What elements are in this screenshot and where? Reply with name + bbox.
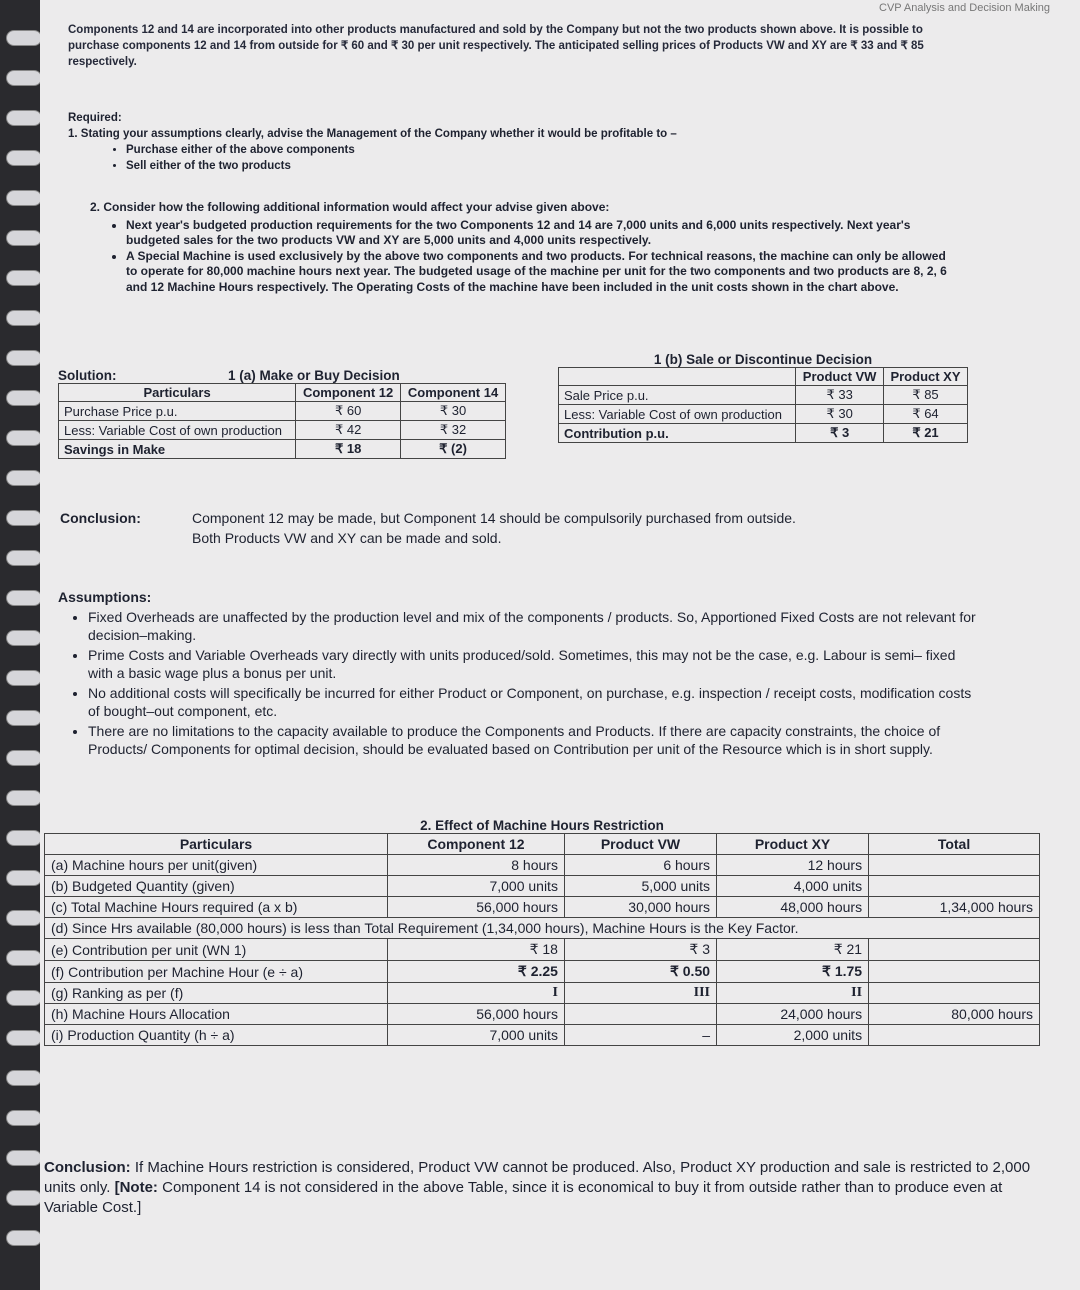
table-cell: 7,000 units — [388, 1025, 565, 1046]
q1-number: 1. — [68, 128, 78, 140]
table-row — [59, 440, 506, 459]
table-header — [559, 368, 796, 386]
assumptions-section — [58, 588, 978, 760]
table-cell: Less: Variable Cost of own production — [59, 421, 296, 440]
table-cell: 24,000 hours — [717, 1004, 869, 1025]
table-cell: ₹ 0.50 — [564, 961, 716, 983]
table-cell: 48,000 hours — [717, 897, 869, 918]
machine-hours-table — [44, 833, 1040, 1046]
table-row — [559, 405, 968, 424]
table-cell: (i) Production Quantity (h ÷ a) — [45, 1025, 388, 1046]
table-cell: ₹ 60 — [296, 402, 401, 421]
table-cell: (a) Machine hours per unit(given) — [45, 855, 388, 876]
table-row — [559, 424, 968, 443]
table-cell: 56,000 hours — [388, 1004, 565, 1025]
table-cell: ₹ 1.75 — [717, 961, 869, 983]
table-row — [45, 983, 1040, 1004]
table-cell — [869, 961, 1040, 983]
q1-text: Stating your assumptions clearly, advise the Management of the Company whether it would be profitable to – — [80, 128, 677, 140]
table-cell: 56,000 hours — [388, 897, 565, 918]
q1-bullet-2: • Sell either of the two products — [126, 158, 948, 174]
conclusion-1 — [60, 508, 796, 548]
table-cell: ₹ 21 — [717, 939, 869, 961]
conclusion-line-2: Both Products VW and XY can be made and sold. — [192, 530, 502, 546]
intro-paragraph: Components 12 and 14 are incorporated into other products manufactured and sold by the Company but not the two products shown above. It is possible to purchase components 12 and 14 from outside for ₹ 60 and ₹ 30 per unit respectively. The anticipated selling prices of Products VW and XY are ₹ 33 and ₹ 85 respectively. — [68, 24, 924, 68]
table-cell: ₹ 42 — [296, 421, 401, 440]
table-header: Product VW — [564, 834, 716, 855]
table-cell: (g) Ranking as per (f) — [45, 983, 388, 1004]
table-cell: (e) Contribution per unit (WN 1) — [45, 939, 388, 961]
table-cell — [869, 983, 1040, 1004]
table-row — [45, 918, 1040, 939]
note-text: Component 14 is not considered in the above Table, since it is economical to buy it from outside rather than to produce even at Variable Cost.] — [44, 1179, 1003, 1216]
table-cell: ₹ 3 — [564, 939, 716, 961]
table-cell: Savings in Make — [59, 440, 296, 459]
table-row — [45, 1025, 1040, 1046]
document-page — [40, 0, 1080, 1290]
table-cell: 7,000 units — [388, 876, 565, 897]
table-cell: – — [564, 1025, 716, 1046]
q2-text: Consider how the following additional information would affect your advise given above: — [103, 200, 610, 214]
make-or-buy-table-wrap — [58, 368, 506, 459]
assumption-item: • Fixed Overheads are unaffected by the production level and mix of the components / products. So, Apportioned Fixed Costs are not relevant for decision–making. — [88, 608, 978, 644]
table-cell: 1,34,000 hours — [869, 897, 1040, 918]
table-cell: Less: Variable Cost of own production — [559, 405, 796, 424]
table-cell: 12 hours — [717, 855, 869, 876]
table-header: Product XY — [883, 368, 967, 386]
table-header: Particulars — [45, 834, 388, 855]
machine-hours-caption: 2. Effect of Machine Hours Restriction — [420, 818, 664, 833]
table-cell: 30,000 hours — [564, 897, 716, 918]
spiral-binding — [0, 0, 40, 1290]
final-conclusion-label: Conclusion: — [44, 1159, 131, 1176]
table-cell: ₹ 32 — [401, 421, 506, 440]
note-label: [Note: — [114, 1179, 158, 1196]
table-cell: ₹ 85 — [883, 386, 967, 405]
sale-or-discontinue-caption: 1 (b) Sale or Discontinue Decision — [653, 352, 873, 367]
question-2 — [90, 200, 950, 295]
table-cell: Purchase Price p.u. — [59, 402, 296, 421]
table-cell — [869, 1025, 1040, 1046]
table-row — [45, 855, 1040, 876]
table-row — [45, 939, 1040, 961]
q2-number: 2. — [90, 200, 101, 214]
conclusion-line-1: Component 12 may be made, but Component 14 should be compulsorily purchased from outside. — [192, 510, 796, 526]
table-row — [45, 897, 1040, 918]
table-cell: ₹ 3 — [796, 424, 884, 443]
table-cell: I — [388, 983, 565, 1004]
make-or-buy-caption: 1 (a) Make or Buy Decision — [228, 368, 400, 383]
make-or-buy-table — [58, 383, 506, 459]
conclusion-label: Conclusion: — [60, 510, 141, 526]
table-row — [559, 386, 968, 405]
question-1 — [68, 126, 948, 142]
table-cell: (h) Machine Hours Allocation — [45, 1004, 388, 1025]
table-cell: II — [717, 983, 869, 1004]
final-conclusion — [44, 1158, 1034, 1218]
q1-bullet-1: • Purchase either of the above components — [126, 142, 948, 158]
table-row — [59, 402, 506, 421]
q2-bullet-2: • A Special Machine is used exclusively by the above two components and two products. For technical reasons, the machine can only be allowed to operate for 80,000 machine hours next year. The budgeted usage of the machine per unit for the two components and two products are 8, 2, 6 and 12 Machine Hours respectively. The Operating Costs of the machine have been included in the unit costs shown in the chart above. — [126, 249, 950, 296]
machine-hours-table-wrap — [44, 818, 1040, 1046]
required-heading: Required: — [68, 112, 122, 124]
table-cell — [869, 939, 1040, 961]
table-cell: 8 hours — [388, 855, 565, 876]
table-cell: (c) Total Machine Hours required (a x b) — [45, 897, 388, 918]
table-header: Product VW — [796, 368, 884, 386]
assumption-item: • No additional costs will specifically be incurred for either Product or Component, on purchase, e.g. inspection / receipt costs, modification costs of bought–out component, etc. — [88, 684, 978, 720]
table-cell: ₹ 18 — [296, 440, 401, 459]
table-cell: III — [564, 983, 716, 1004]
q2-bullet-1: • Next year's budgeted production requirements for the two Components 12 and 14 are 7,000 units and 6,000 units respectively. Next year's budgeted sales for the two products VW and XY are 5,000 units and 4,000 units respectively. — [126, 218, 950, 249]
table-cell: 2,000 units — [717, 1025, 869, 1046]
table-cell: ₹ 64 — [883, 405, 967, 424]
table-cell: ₹ 21 — [883, 424, 967, 443]
solution-label: Solution: — [58, 368, 117, 383]
table-header: Component 12 — [296, 384, 401, 402]
table-cell — [869, 876, 1040, 897]
table-cell: ₹ 33 — [796, 386, 884, 405]
final-conclusion-text: If Machine Hours restriction is considered, Product VW cannot be produced. Also, Product XY production and sale is restricted to 2,000 units only. — [44, 1159, 1031, 1196]
assumption-item: • Prime Costs and Variable Overheads vary directly with units produced/sold. Sometimes, this may not be the case, e.g. Labour is semi– fixed with a basic wage plus a bonus per unit. — [88, 646, 978, 682]
table-row — [45, 1004, 1040, 1025]
table-cell: 5,000 units — [564, 876, 716, 897]
assumptions-heading: Assumptions: — [58, 589, 152, 605]
table-cell: (f) Contribution per Machine Hour (e ÷ a) — [45, 961, 388, 983]
table-cell: ₹ (2) — [401, 440, 506, 459]
table-header: Component 14 — [401, 384, 506, 402]
table-cell: 4,000 units — [717, 876, 869, 897]
table-header: Total — [869, 834, 1040, 855]
key-factor-note: (d) Since Hrs available (80,000 hours) is less than Total Requirement (1,34,000 hours), Machine Hours is the Key Factor. — [45, 918, 1040, 939]
table-header: Product XY — [717, 834, 869, 855]
table-cell: ₹ 30 — [796, 405, 884, 424]
sale-or-discontinue-table — [558, 367, 968, 443]
table-cell — [564, 1004, 716, 1025]
table-cell: 80,000 hours — [869, 1004, 1040, 1025]
sale-or-discontinue-table-wrap — [558, 352, 968, 443]
table-cell: ₹ 18 — [388, 939, 565, 961]
table-cell: 6 hours — [564, 855, 716, 876]
table-cell: ₹ 2.25 — [388, 961, 565, 983]
assumption-item: • There are no limitations to the capacity available to produce the Components and Products. If there are capacity constraints, the choice of Products/ Components for optimal decision, should be evaluated based on Contribution per unit of the Resource which is in short supply. — [88, 722, 978, 758]
table-header: Particulars — [59, 384, 296, 402]
table-cell: Sale Price p.u. — [559, 386, 796, 405]
table-cell — [869, 855, 1040, 876]
page-header: CVP Analysis and Decision Making — [879, 2, 1050, 14]
table-row — [45, 876, 1040, 897]
table-cell: (b) Budgeted Quantity (given) — [45, 876, 388, 897]
table-row — [45, 961, 1040, 983]
table-header: Component 12 — [388, 834, 565, 855]
table-row — [59, 421, 506, 440]
required-section — [68, 110, 948, 174]
table-cell: Contribution p.u. — [559, 424, 796, 443]
table-cell: ₹ 30 — [401, 402, 506, 421]
